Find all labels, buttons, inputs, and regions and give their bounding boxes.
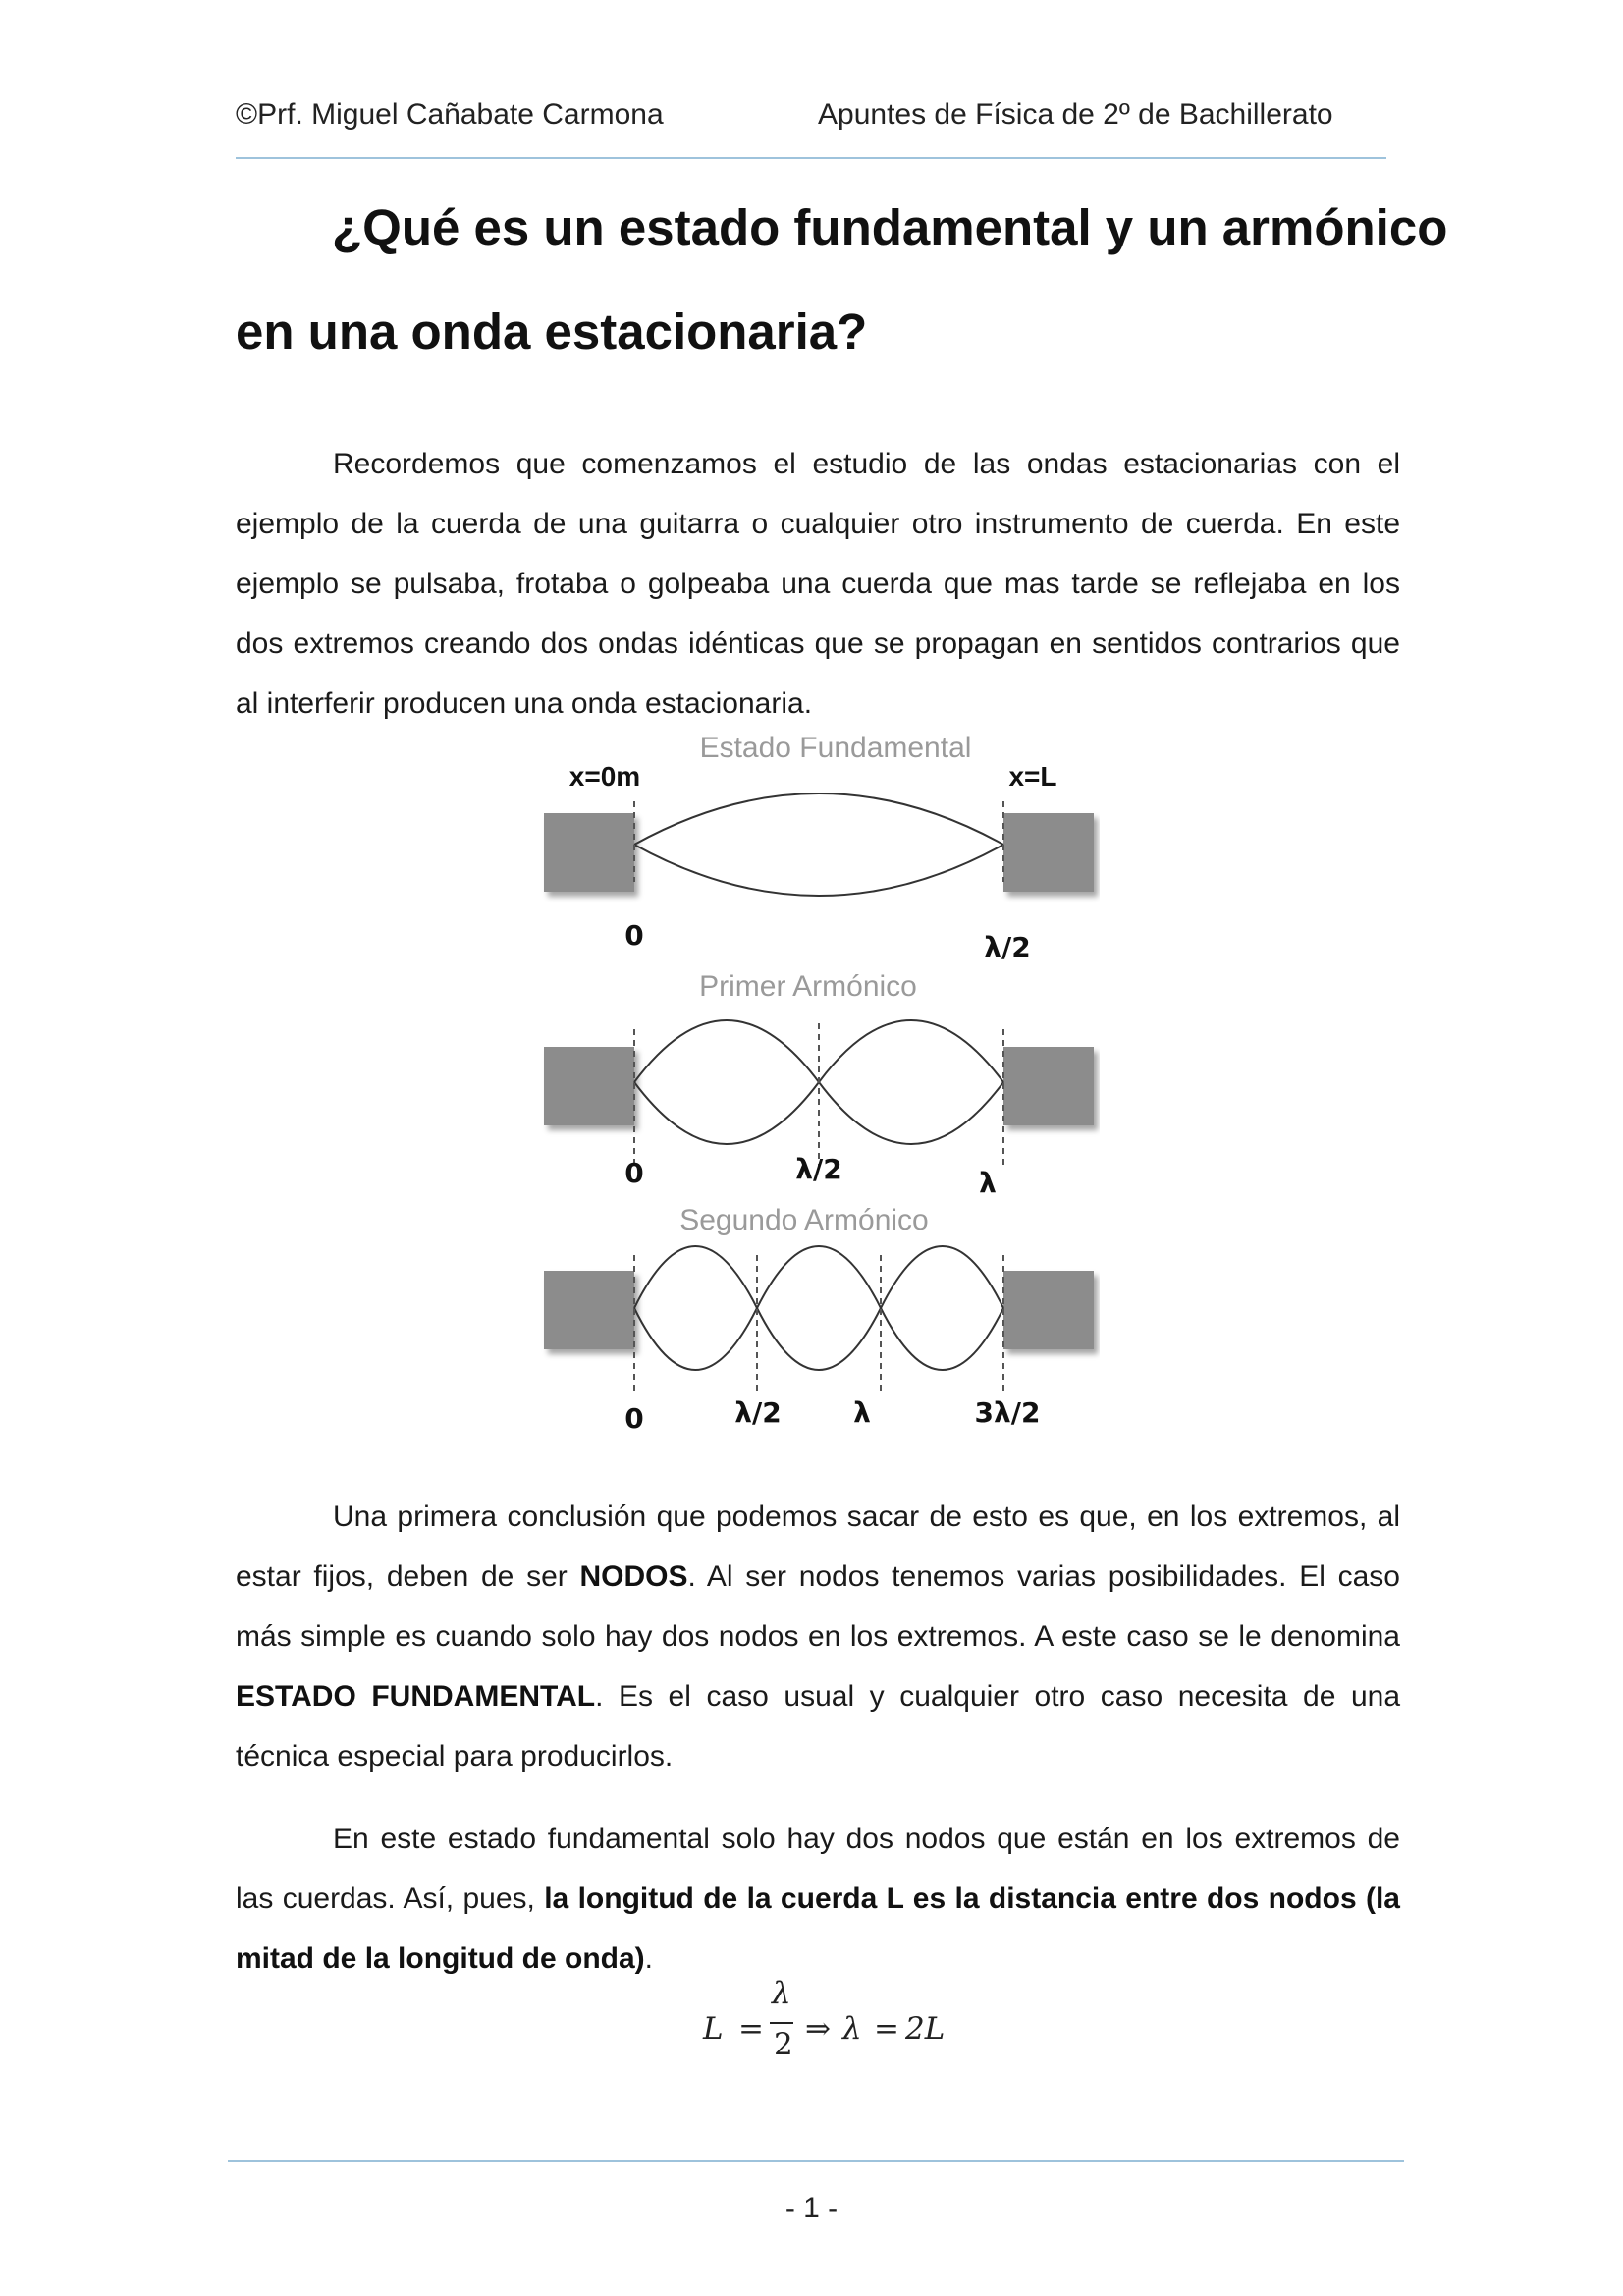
second-harmonic-title: Segundo Armónico: [679, 1204, 929, 1236]
formula-numerator: λ: [772, 1976, 791, 2011]
fundamental-title: Estado Fundamental: [699, 732, 972, 764]
fundamental-wave-upper: [634, 793, 1003, 845]
fundamental-right-support: [1003, 813, 1094, 892]
second-harmonic-tick-label-0: 0: [624, 1402, 644, 1435]
first-harmonic-tick-label-half: λ/2: [795, 1153, 842, 1185]
second-harmonic-panel: [544, 1204, 1094, 1435]
header-divider: [236, 157, 1386, 159]
fundamental-tick-label-0: 0: [624, 919, 644, 952]
standing-waves-figure: [530, 725, 1100, 1442]
paragraph-nodes-text-3: . Es el caso usual y cualquier otro caso necesita de una técnica especial para producirlos.: [236, 1680, 1401, 1773]
second-harmonic-left-support: [544, 1271, 634, 1349]
wavelength-formula: [699, 1976, 954, 2064]
paragraph-nodes: [236, 1487, 1400, 1786]
first-harmonic-tick-label-full: λ: [979, 1167, 997, 1199]
formula-denominator: 2: [774, 2027, 793, 2062]
page-title-line2: en una onda estacionaria?: [236, 303, 868, 359]
fundamental-right-end-label: x=L: [1008, 761, 1057, 792]
fundamental-left-support: [544, 813, 634, 892]
first-harmonic-tick-label-0: 0: [624, 1157, 644, 1189]
formula-equals: =: [738, 2011, 764, 2047]
paragraph-intro: Recordemos que comenzamos el estudio de las ondas estacionarias con el ejemplo de la cuerda de una guitarra o cualquier otro instrumento de cuerda. En este ejemplo se pulsaba, frotaba o golpeaba una cuerda que mas tarde se reflejaba en los dos extremos creando dos ondas idénticas que se propagan en sentidos contrarios que al interferir producen una onda estacionaria.: [236, 448, 1400, 720]
paragraph-length: [236, 1809, 1400, 1989]
paragraph-nodes-bold-estado: ESTADO FUNDAMENTAL: [236, 1680, 596, 1713]
header-course: Apuntes de Física de 2º de Bachillerato: [818, 98, 1333, 131]
formula-fraction-bar: [770, 2022, 793, 2024]
fundamental-wave-lower: [634, 845, 1003, 896]
fundamental-panel: [544, 732, 1094, 963]
footer-divider: [228, 2160, 1404, 2162]
paragraph-nodes-bold-nodos: NODOS: [579, 1560, 688, 1593]
second-harmonic-tick-label-full: λ: [853, 1396, 871, 1429]
paragraph-length-text-2: .: [644, 1942, 654, 1975]
second-harmonic-tick-label-three-half: 3λ/2: [974, 1396, 1041, 1429]
header-author: ©Prf. Miguel Cañabate Carmona: [236, 98, 664, 131]
fundamental-left-end-label: x=0m: [568, 761, 641, 792]
first-harmonic-wave-upper: [634, 1020, 1003, 1082]
second-harmonic-wave-lower: [634, 1308, 1003, 1370]
formula-implies: ⇒: [805, 2011, 831, 2047]
paragraph-nodes-text-2: . Al ser nodos tenemos varias posibilidades. El caso más simple es cuando solo hay dos nodos en los extremos. A este caso se le denomina: [236, 1560, 1400, 1653]
formula-equals-2: =: [874, 2011, 899, 2047]
formula-rhs: 2L: [905, 2011, 946, 2047]
page-number: - 1 -: [784, 2192, 839, 2224]
paragraph-length-bold: la longitud de la cuerda L es la distancia entre dos nodos (la mitad de la longitud de onda): [236, 1883, 1400, 1975]
first-harmonic-right-support: [1003, 1047, 1094, 1125]
formula-lhs: L: [703, 2011, 724, 2047]
second-harmonic-tick-label-half: λ/2: [734, 1396, 782, 1429]
page-title-line1: ¿Qué es un estado fundamental y un armónico: [332, 199, 1448, 255]
first-harmonic-title: Primer Armónico: [699, 970, 917, 1003]
first-harmonic-left-support: [544, 1047, 634, 1125]
paragraph-nodes-text-1: Una primera conclusión que podemos sacar de esto es que, en los extremos, al estar fijos, deben de ser: [236, 1501, 1400, 1593]
first-harmonic-panel: [544, 970, 1094, 1199]
second-harmonic-right-support: [1003, 1271, 1094, 1349]
paragraph-length-text-1: En este estado fundamental solo hay dos nodos que están en los extremos de las cuerdas. Así, pues,: [236, 1823, 1400, 1915]
fundamental-tick-label-half: λ/2: [984, 931, 1031, 963]
second-harmonic-wave-upper: [634, 1246, 1003, 1308]
formula-lambda: λ: [842, 2011, 862, 2047]
